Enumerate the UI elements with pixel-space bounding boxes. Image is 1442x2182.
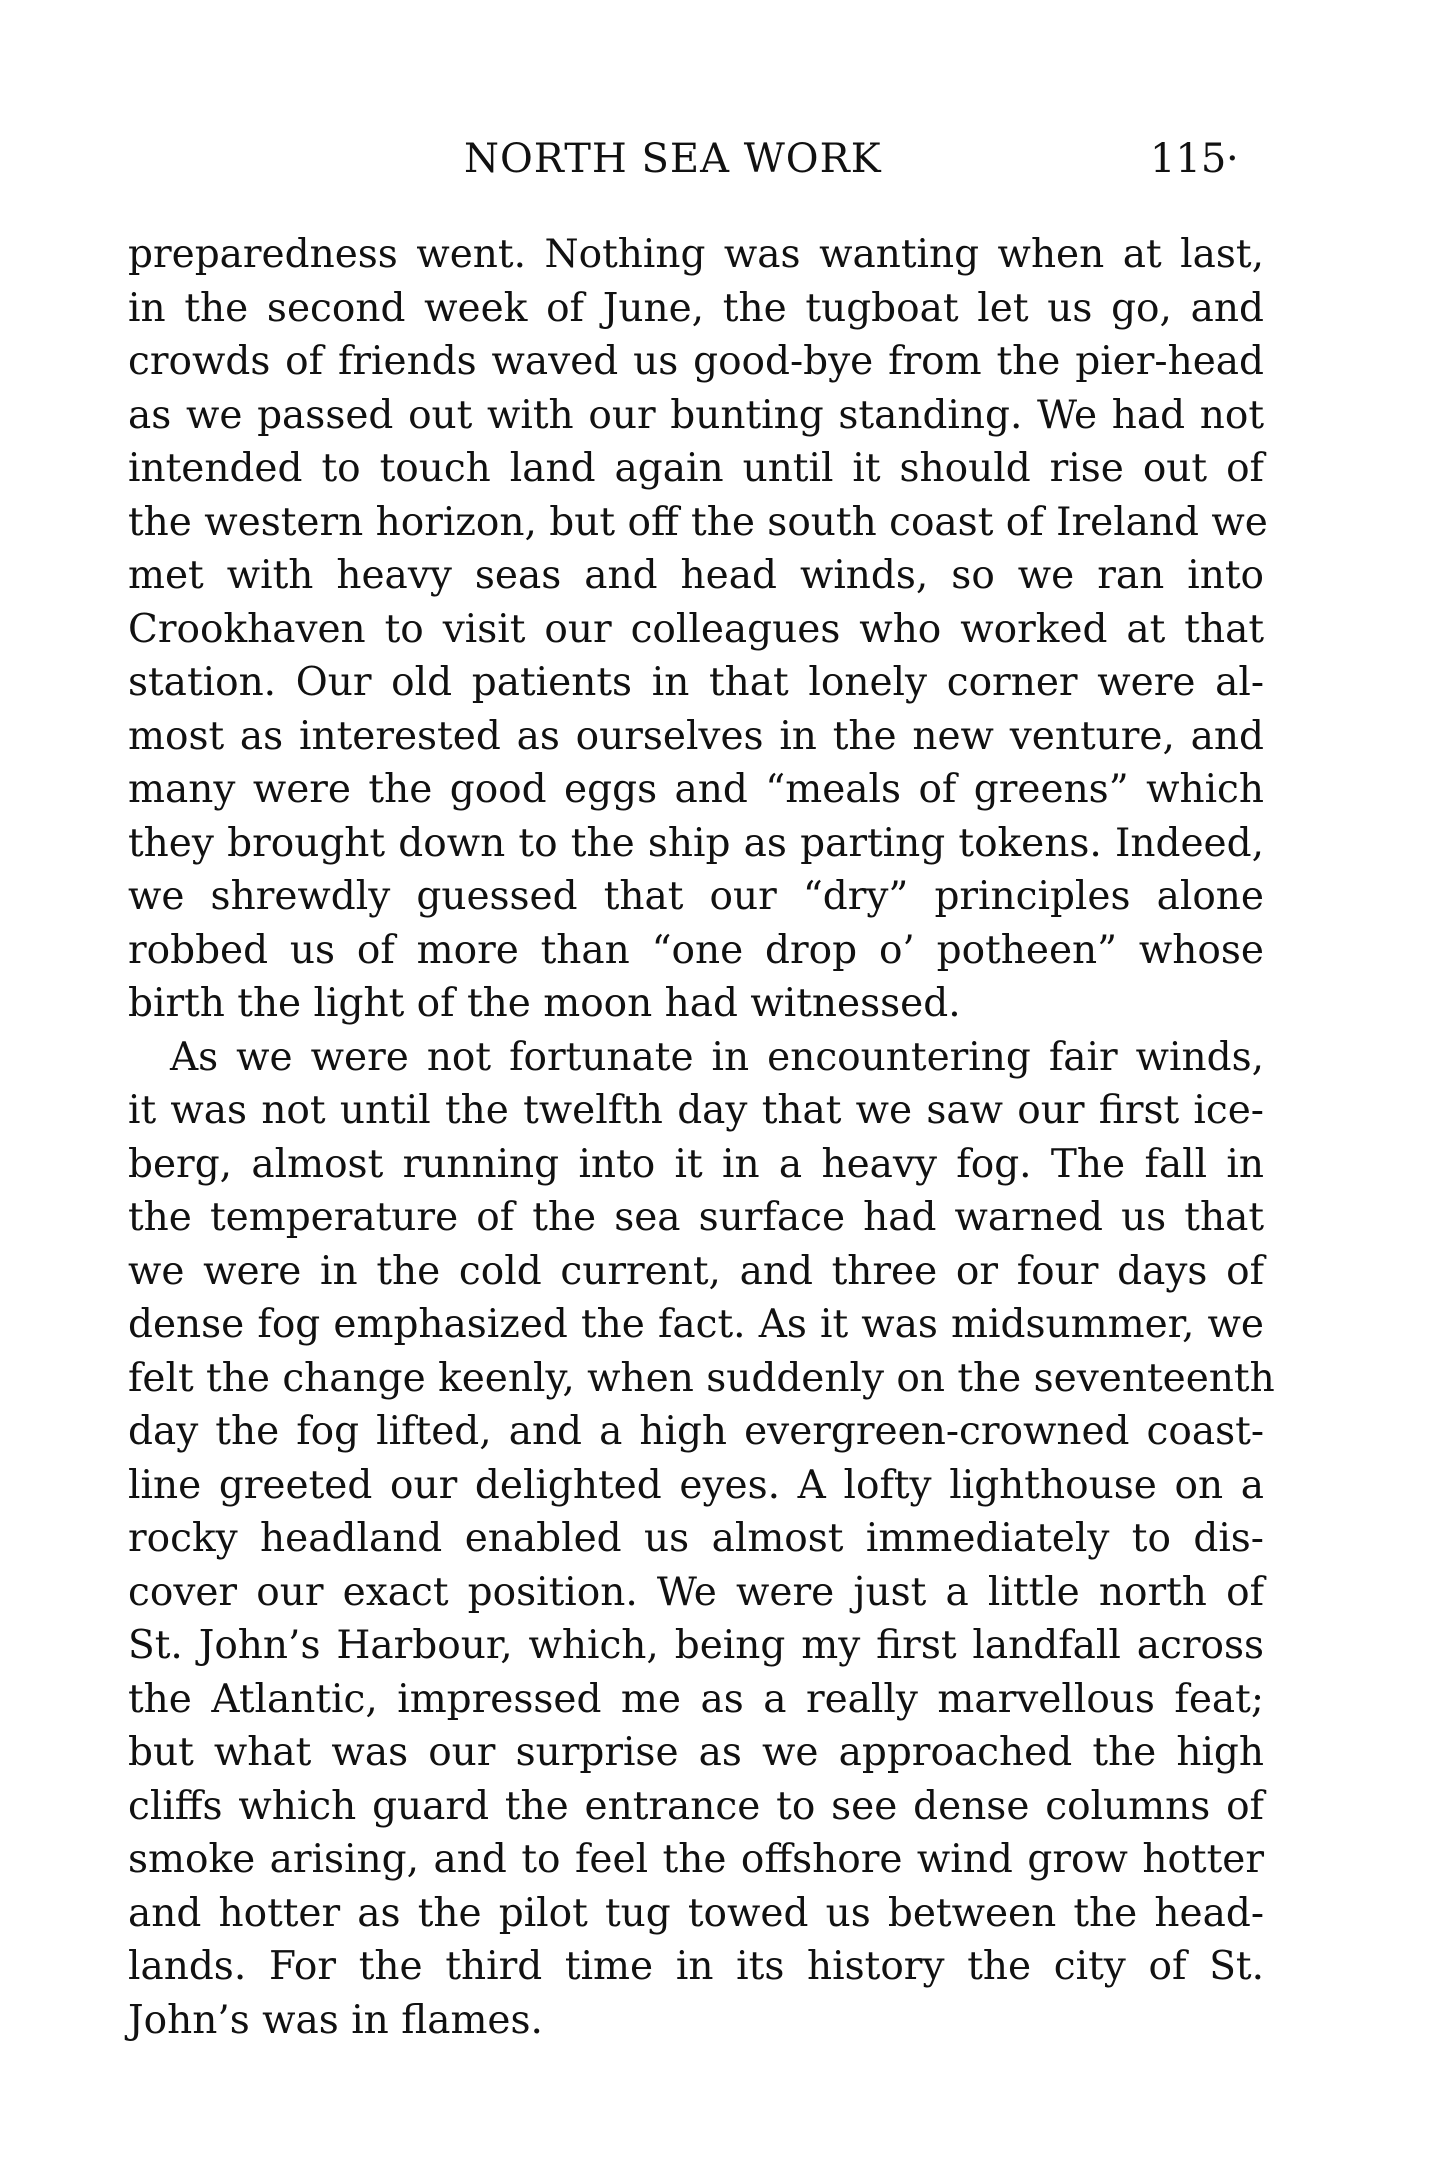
body-text [128,228,1275,2047]
text-line: in the second week of June, the tugboat let us go, and [128,285,1264,331]
text-line: the temperature of the sea surface had warned us that [128,1195,1264,1240]
text-line: Crookhaven to visit our colleagues who worked at that [128,606,1264,652]
text-line: line greeted our delighted eyes. A lofty lighthouse on a [128,1462,1264,1508]
text-line: they brought down to the ship as parting tokens. Indeed, [128,820,1264,866]
paragraph-end-line: birth the light of the moon had witnessed. [128,981,961,1026]
text-line: St. John’s Harbour, which, being my first landfall across [128,1623,1264,1668]
text-line: the western horizon, but off the south coast of Ireland we [128,499,1268,545]
page-mark: · [1226,136,1239,182]
text-line: most as interested as ourselves in the new venture, and [128,713,1264,759]
text-line: met with heavy seas and head winds, so we ran into [128,553,1264,598]
text-line: berg, almost running into it in a heavy fog. The fall in [128,1141,1264,1187]
text-line: day the fog lifted, and a high evergreen-crowned coast- [128,1409,1264,1454]
text-line: felt the change keenly, when suddenly on the seventeenth [128,1355,1275,1401]
text-line: robbed us of more than “one drop o’ potheen” whose [128,927,1264,973]
text-line: and hotter as the pilot tug towed us between the head- [128,1890,1264,1936]
text-line: as we passed out with our bunting standing. We had not [128,392,1264,438]
paragraph-end-line: John’s was in flames. [128,1997,543,2043]
text-line: cliffs which guard the entrance to see dense columns of [128,1783,1264,1829]
text-line: preparedness went. Nothing was wanting when at last, [128,232,1264,277]
text-line: but what was our surprise as we approached the high [128,1730,1264,1775]
text-line: rocky headland enabled us almost immediately to dis- [128,1516,1264,1561]
text-line: we were in the cold current, and three or four days of [128,1248,1264,1294]
text-line: we shrewdly guessed that our “dry” principles alone [128,874,1264,919]
text-line: the Atlantic, impressed me as a really marvellous feat; [128,1676,1264,1722]
text-line: lands. For the third time in its history the city of St. [128,1944,1264,1989]
text-line: crowds of friends waved us good-bye from the pier-head [128,339,1264,384]
text-line: station. Our old patients in that lonely corner were al- [128,660,1264,705]
text-line: intended to touch land again until it should rise out of [128,446,1264,491]
running-title: NORTH SEA WORK [464,136,882,182]
text-line: smoke arising, and to feel the offshore wind grow hotter [128,1837,1264,1882]
paragraph-first-line: As we were not fortunate in encountering fair winds, [170,1034,1264,1080]
text-line: dense fog emphasized the fact. As it was midsummer, we [128,1302,1264,1347]
running-head [128,136,1270,196]
page-number: 115 [1150,136,1227,182]
text-line: cover our exact position. We were just a little north of [128,1569,1264,1615]
text-line: many were the good eggs and “meals of greens” which [128,767,1264,812]
text-line: it was not until the twelfth day that we saw our first ice- [128,1088,1264,1133]
